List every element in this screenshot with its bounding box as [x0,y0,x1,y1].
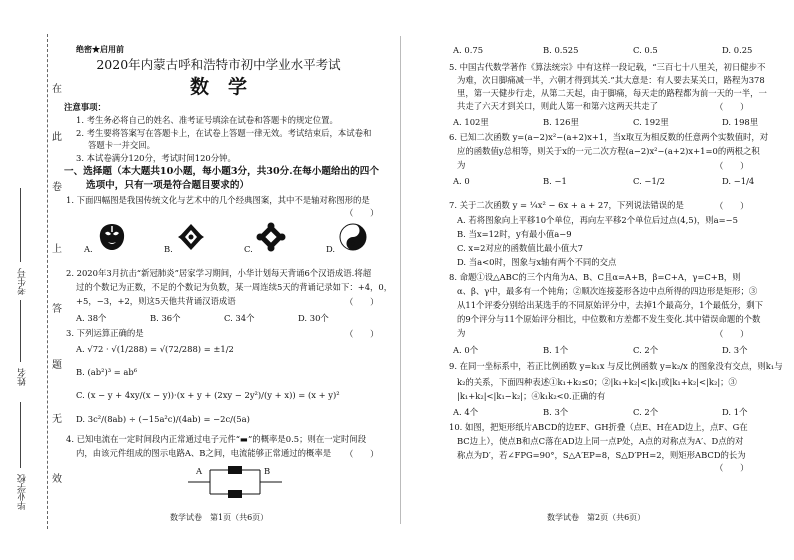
q4-text-cont: 内，由该元件组成的图示电路A、B之间，电流能够正常通过的概率是 [76,448,332,458]
q7-option-c: C. x=2对应的函数值比最小值大7 [457,243,583,253]
q1-option-b-label: B. [164,244,173,254]
q9-option-a: A. 4个 [453,407,479,417]
q5-option-c: C. 192里 [633,117,669,127]
notice-item: 1. 考生务必将自己的姓名、准考证号填涂在试卷和答题卡的规定位置。 [76,115,338,125]
q2-text: 2. 2020年3月抗击“新冠肺炎”居家学习期间，小华计划每天背诵6个汉语成语.将超 [66,268,372,278]
q8-option-c: C. 2个 [633,345,659,355]
page-footer: 数学试卷 第1页（共6页） [170,513,269,522]
q3-option-a: A. √72 · √(1/288) = √(72/288) = ±1/2 [76,344,234,354]
binding-char: 在 [52,84,62,95]
q10-text: 10. 如图，把矩形纸片ABCD的边EF、GH折叠（点E、H在AD边上，点F、G在 [449,422,748,432]
q2-option-c: C. 34个 [224,313,255,323]
q5-text-cont: 里，第一天健步行走，从第二天起，由于脚痛，每天走的路程都为前一天的一半，一 [457,88,767,98]
exam-number-label: 考生号 [18,268,28,295]
q9-option-c: C. 2个 [633,407,659,417]
q8-text-cont: 的9个评分与11个原始评分相比，中位数和方差都不发生变化.其中错误命题的个数 [457,314,761,324]
binding-char: 上 [52,244,62,255]
q2-option-d: D. 30个 [298,313,329,323]
q5-option-b: B. 126里 [543,117,579,127]
q5-text-cont: 为难，次日脚痛减一半，六朝才得到其关.”其大意是：有人要去某关口，路程为378 [457,75,765,85]
q10-answer-paren: （ ） [715,463,749,473]
q6-answer-paren: （ ） [715,161,749,171]
binding-char: 无 [52,414,62,425]
notice-heading: 注意事项： [64,102,106,112]
q6-option-c: C. −1/2 [633,176,665,186]
exam-title: 2020年内蒙古呼和浩特市初中学业水平考试 [96,57,341,72]
q4-text: 4. 已知电流在一定时间段内正常通过电子元件“▬”的概率是0.5；则在一定时间段 [66,434,367,444]
secret-label: 绝密★启用前 [76,44,124,54]
q8-text-cont: 为 [457,328,466,338]
exam-number-line [20,188,21,262]
q6-text-cont: 为 [457,160,466,170]
q3-option-d: D. 3c²/(8ab) ÷ (−15a²c)/(4ab) = −2c/(5a) [76,414,250,424]
q10-text-cont: 称点为D′，若∠FPG=90°，S△A′EP=8，S△D′PH=2，则矩形ABCD的长为 [457,450,746,460]
q8-text-cont: α、β、γ中，最多有一个钝角；②顺次连接菱形各边中点所得的四边形是矩形；③ [457,286,758,296]
section-heading: 一、选择题（本大题共10小题，每小题3分，共30分.在每小题给出的四个 [64,166,379,177]
q6-text-cont: 应的函数值y总相等，则关于x的一元二次方程(a−2)x²−(a+2)x+1=0的两根之积 [457,146,760,156]
q6-option-d: D. −1/4 [722,176,755,186]
q9-text-cont: |k₁+k₂|<|k₁−k₂|；④k₁k₂<0.正确的有 [457,391,606,401]
opera-mask-icon [97,222,127,252]
q1-option-d-label: D. [326,244,336,254]
q7-answer-paren: （ ） [715,201,749,211]
q7-option-a: A. 若将图象向上平移10个单位，再向左平移2个单位后过点(4,5)，则a=−5 [457,215,738,225]
name-line [20,300,21,362]
binding-char: 卷 [52,182,62,193]
q2-answer-paren: （ ） [345,297,379,307]
q4-option-c: C. 0.5 [633,45,658,55]
q3-answer-paren: （ ） [345,329,379,339]
binding-char: 答 [52,304,62,315]
binding-char: 题 [52,360,62,371]
q5-option-a: A. 102里 [453,117,489,127]
q5-option-d: D. 198里 [722,117,759,127]
notice-item: 2. 考生要将答案写在答题卡上，在试卷上答题一律无效。考试结束后，本试卷和 [76,128,372,138]
q7-option-b: B. 当x=12时，y有最小值a−9 [457,229,572,239]
q4-option-a: A. 0.75 [453,45,484,55]
q9-text: 9. 在同一坐标系中，若正比例函数 y=k₁x 与反比例函数 y=k₂/x 的图象没有交点，则k₁与 [449,361,783,371]
name-label: 姓名 [18,368,28,386]
binding-line [47,34,48,529]
q8-option-d: D. 3个 [722,345,748,355]
q2-option-a: A. 38个 [76,313,107,323]
q10-text-cont: BC边上），使点B和点C落在AD边上同一点P处，A点的对称点为A′、D点的对 [457,436,744,446]
q3-option-b: B. (ab²)³ = ab⁶ [76,367,138,377]
q3-option-c: C. (x − y + 4xy/(x − y))·(x + y + (2xy − 2y²)/(y + x)) = (x + y)² [76,390,340,400]
q8-answer-paren: （ ） [715,329,749,339]
school-line [20,402,21,468]
subject-title: 数 学 [189,76,247,98]
q8-text-cont: 从11个评委分别给出某选手的不同原始评分中，去掉1个最高分，1个最低分，剩下 [457,300,764,310]
q3-text: 3. 下列运算正确的是 [66,328,144,338]
q8-option-b: B. 1个 [543,345,569,355]
yin-yang-icon [338,222,368,252]
q6-option-b: B. −1 [543,176,567,186]
q4-answer-paren: （ ） [345,449,379,459]
q5-text-cont: 共走了六天才到关口，则此人第一和第六这两天共走了 [457,101,658,111]
q7-option-d: D. 当a<0时，图象与x轴有两个不同的交点 [457,257,617,267]
circuit-label-b: B [264,466,271,476]
school-label: 毕业学校 [18,474,28,510]
q5-answer-paren: （ ） [715,102,749,112]
q9-option-d: D. 1个 [722,407,748,417]
q9-option-b: B. 3个 [543,407,569,417]
binding-char: 效 [52,474,62,485]
q6-text: 6. 已知二次函数 y=(a−2)x²−(a+2)x+1，当x取互为相反数的任意两个实数值时，对 [449,132,769,142]
q1-option-a-label: A. [84,244,93,254]
q1-answer-paren: （ ） [345,208,379,218]
circuit-label-a: A [196,466,203,476]
q8-text: 8. 命题①设△ABC的三个内角为A、B、C且α=A+B，β=C+A，γ=C+B，则 [449,272,741,282]
q2-text-cont: 过的个数记为正数，不足的个数记为负数，某一周连续5天的背诵记录如下：+4，0， [76,282,393,292]
q8-option-a: A. 0个 [453,345,479,355]
q4-option-b: B. 0.525 [543,45,579,55]
section-heading-cont: 选项中，只有一项是符合题目要求的） [86,180,250,191]
q2-text-cont: +5，−3，+2，则这5天他共背诵汉语成语 [76,296,236,306]
q7-text: 7. 关于二次函数 y = ¼x² − 6x + a + 27，下列说法错误的是 [449,200,684,210]
q5-text: 5. 中国古代数学著作《算法统宗》中有这样一段记载，“三百七十八里关，初日健步不 [449,62,766,72]
paper-cut-icon [176,222,206,252]
binding-char: 此 [52,132,62,143]
q6-option-a: A. 0 [453,176,470,186]
page-footer: 数学试卷 第2页（共6页） [547,513,646,522]
q4-option-d: D. 0.25 [722,45,753,55]
notice-item: 3. 本试卷满分120分，考试时间120分钟。 [76,153,236,163]
q1-text: 1. 下面四幅图是我国传统文化与艺术中的几个经典图案，其中不是轴对称图形的是 [66,195,370,205]
q1-option-c-label: C. [244,244,253,254]
page-2 [397,0,794,560]
knot-pattern-icon [256,222,286,252]
q9-text-cont: k₂的关系，下面四种表述①k₁+k₂≤0；②|k₁+k₂|<|k₁|或|k₁+k₂|<|k₂|；③ [457,377,737,387]
q2-option-b: B. 36个 [150,313,181,323]
notice-item: 答题卡一并交回。 [88,140,155,150]
